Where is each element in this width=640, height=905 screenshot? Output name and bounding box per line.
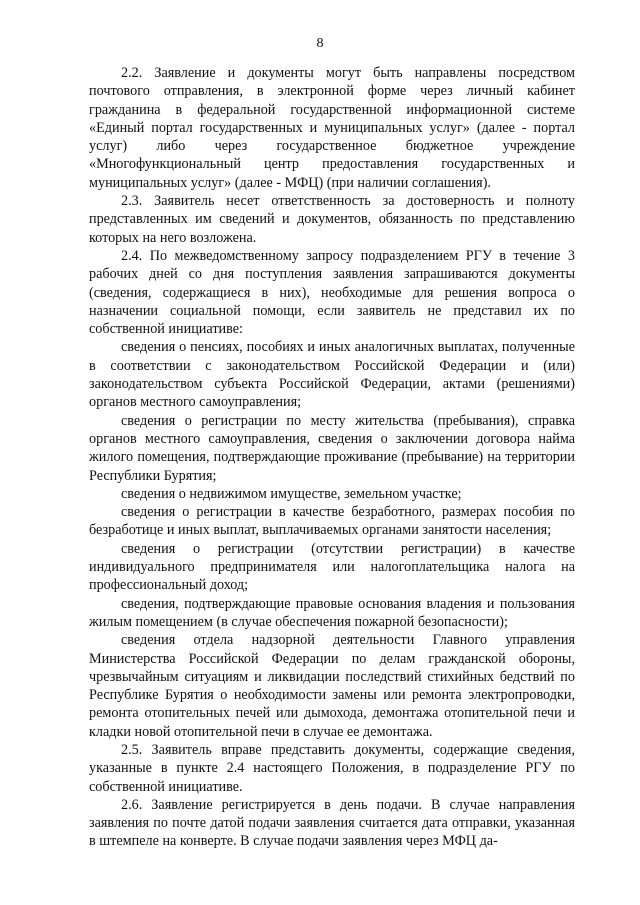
list-item-registration: сведения о регистрации по месту жительства (пребывания), справка органов местного самоуправления, сведения о заключении договора найма жилого помещения, подтверждающие проживание (пребывание) на территории Республики Бурятия;: [89, 412, 575, 484]
paragraph-2-4: 2.4. По межведомственному запросу подразделением РГУ в течение 3 рабочих дней со дня поступления заявления запрашиваются документы (сведения, содержащиеся в них), необходимые для решения вопроса о назначении социальной помощи, если заявитель не представил их по собственной инициативе:: [89, 247, 575, 338]
page-number: 8: [316, 36, 324, 51]
paragraph-2-5: 2.5. Заявитель вправе представить документы, содержащие сведения, указанные в пункте 2.4 настоящего Положения, в подразделение РГУ по собственной инициативе.: [89, 741, 575, 795]
document-body: [89, 64, 575, 851]
list-item-pensions: сведения о пенсиях, пособиях и иных аналогичных выплатах, полученные в соответствии с законодательством Российской Федерации и (или) законодательством субъекта Российской Федерации, актами (решениями) органов местного самоуправления;: [89, 339, 575, 411]
paragraph-2-3: 2.3. Заявитель несет ответственность за достоверность и полноту представленных им сведений и документов, обязанность по представлению которых на него возложена.: [89, 193, 575, 246]
list-item-housing-rights: сведения, подтверждающие правовые основания владения и пользования жилым помещением (в случае обеспечения пожарной безопасности);: [89, 595, 575, 630]
paragraph-2-2: 2.2. Заявление и документы могут быть направлены посредством почтового отправления, в электронной форме через личный кабинет гражданина в федеральной государственной информационной системе «Единый портал государственных и муниципальных услуг» (далее - портал услуг) либо через государственное бюджетное учреждение «Многофункциональный центр предоставления государственных и муниципальных услуг» (далее - МФЦ) (при наличии соглашения).: [89, 65, 575, 191]
paragraph-2-6: 2.6. Заявление регистрируется в день подачи. В случае направления заявления по почте датой подачи заявления считается дата отправки, указанная в штемпеле на конверте. В случае подачи заявления через МФЦ да-: [89, 796, 575, 850]
list-item-unemployment: сведения о регистрации в качестве безработного, размерах пособия по безработице и иных выплат, выплачиваемых органами занятости населения;: [89, 504, 575, 539]
list-item-fire-safety: сведения отдела надзорной деятельности Главного управления Министерства Российской Федерации по делам гражданской обороны, чрезвычайным ситуациям и ликвидации последствий стихийных бедствий по Республике Бурятия о необходимости замены или ремонта электропроводки, ремонта отопительных печей или дымохода, демонтажа отопительной печи и кладки новой отопительной печи в случае ее демонтажа.: [89, 632, 575, 740]
list-item-entrepreneur: сведения о регистрации (отсутствии регистрации) в качестве индивидуального предпринимателя или налогоплательщика налога на профессиональный доход;: [89, 540, 575, 594]
list-item-real-estate: сведения о недвижимом имуществе, земельном участке;: [121, 485, 462, 502]
